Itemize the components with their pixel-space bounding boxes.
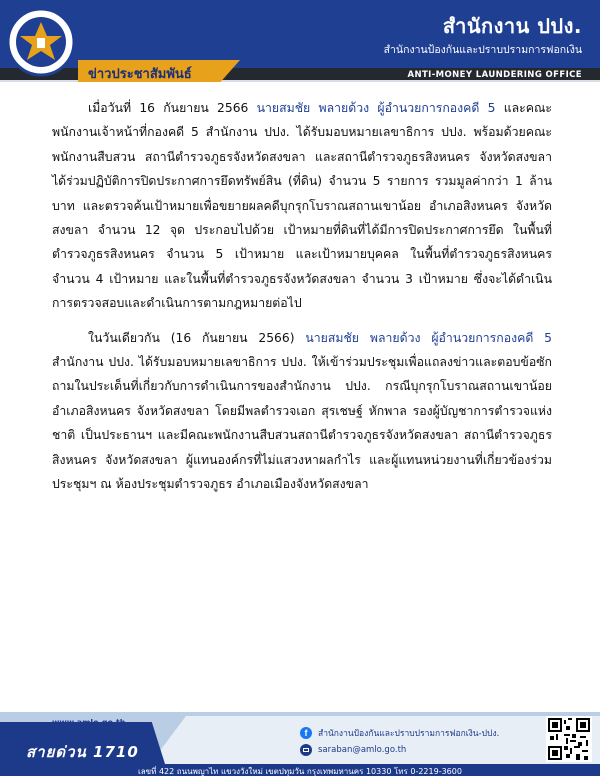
office-short-name: สำนักงาน ปปง. bbox=[442, 14, 582, 38]
paragraph-2 bbox=[52, 326, 552, 497]
news-content bbox=[52, 96, 552, 497]
page-footer bbox=[0, 712, 600, 776]
p1-lead: เมื่อวันที่ 16 กันยายน 2566 bbox=[88, 101, 257, 115]
office-full-name: สำนักงานป้องกันและปราบปรามการฟอกเงิน bbox=[383, 44, 582, 56]
facebook-icon: f bbox=[300, 727, 312, 739]
p2-text: สำนักงาน ปปง. ได้รับมอบหมายเลขาธิการ ปปง. ให้เข้าร่วมประชุมเพื่อแถลงข่าวและตอบข้อซักถามในประเด็นที่เกี่ยวกับการดำเนินการของสำนักงาน ปปง. กรณีบุกรุกโบราณสถานเขาน้อย อำเภอสิงหนคร จังหวัดสงขลา โดยมีพลตำรวจเอก สุรเชษฐ์ หักพาล รองผู้บัญชาการตำรวจแห่งชาติ เป็นประธานฯ และมีคณะพนักงานสืบสวนสถานีตำรวจภูธรจังหวัดสงขลา สถานีตำรวจภูธรสิงหนคร จังหวัดสงขลา ผู้แทนองค์กรที่ไม่แสวงหาผลกำไร และผู้แทนหน่วยงานที่เกี่ยวข้องร่วมประชุมฯ ณ ห้องประชุมตำรวจภูธร อำเภอเมืองจังหวัดสงขลา bbox=[52, 355, 552, 492]
paragraph-1 bbox=[52, 96, 552, 316]
director-name: นายสมชัย พลายด้วง ผู้อำนวยการกองคดี 5 bbox=[256, 101, 496, 115]
footer-wave bbox=[150, 716, 600, 764]
email-icon bbox=[300, 744, 312, 756]
facebook-page-name: สำนักงานป้องกันและปราบปรามการฟอกเงิน-ปปง. bbox=[318, 729, 500, 739]
p2-lead: ในวันเดียวกัน (16 กันยายน 2566) bbox=[88, 330, 306, 345]
email-address: saraban@amlo.go.th bbox=[318, 745, 407, 755]
news-label: ข่าวประชาสัมพันธ์ bbox=[88, 67, 192, 82]
website-link[interactable]: www.amlo.go.th bbox=[52, 718, 126, 727]
page-header bbox=[0, 0, 600, 90]
p1-text: และคณะพนักงานเจ้าหน้าที่กองคดี 5 สำนักงาน ปปง. ได้รับมอบหมายเลขาธิการ ปปง. พร้อมด้วยคณะพนักงานสืบสวน สถานีตำรวจภูธรจังหวัดสงขลา และสถานีตำรวจภูธรสิงหนคร จังหวัดสงขลา ได้ร่วมปฏิบัติการปิดประกาศการยึดทรัพย์สิน (ที่ดิน) จำนวน 5 รายการ รวมมูลค่ากว่า 1 ล้านบาท และตรวจค้นเป้าหมายเพื่อขยายผลคดีบุกรุกโบราณสถานเขาน้อย อำเภอสิงหนคร จังหวัดสงขลา จำนวน 12 จุด ประกอบไปด้วย เป้าหมายที่ดินที่ได้มีการปิดประกาศการยึด ในพื้นที่ตำรวจภูธรสิงหนคร จำนวน 5 เป้าหมาย และเป้าหมายบุคคล ในพื้นที่ตำรวจภูธรสิงหนคร จำนวน 4 เป้าหมาย และในพื้นที่ตำรวจภูธรจังหวัดสงขลา จำนวน 3 เป้าหมาย ซึ่งจะได้ดำเนินการตรวจสอบและดำเนินการตามกฎหมายต่อไป bbox=[52, 101, 552, 311]
hotline-number: สายด่วน 1710 bbox=[26, 743, 139, 761]
facebook-link[interactable] bbox=[300, 726, 499, 740]
amlo-logo-icon bbox=[6, 4, 76, 82]
qr-code[interactable] bbox=[546, 716, 592, 762]
email-link[interactable] bbox=[300, 744, 406, 756]
office-english-name: ANTI-MONEY LAUNDERING OFFICE bbox=[407, 70, 582, 80]
director-name: นายสมชัย พลายด้วง ผู้อำนวยการกองคดี 5 bbox=[305, 330, 552, 345]
office-address: เลขที่ 422 ถนนพญาไท แขวงวังใหม่ เขตปทุมวัน กรุงเทพมหานคร 10330 โทร 0-2219-3600 bbox=[138, 767, 462, 776]
